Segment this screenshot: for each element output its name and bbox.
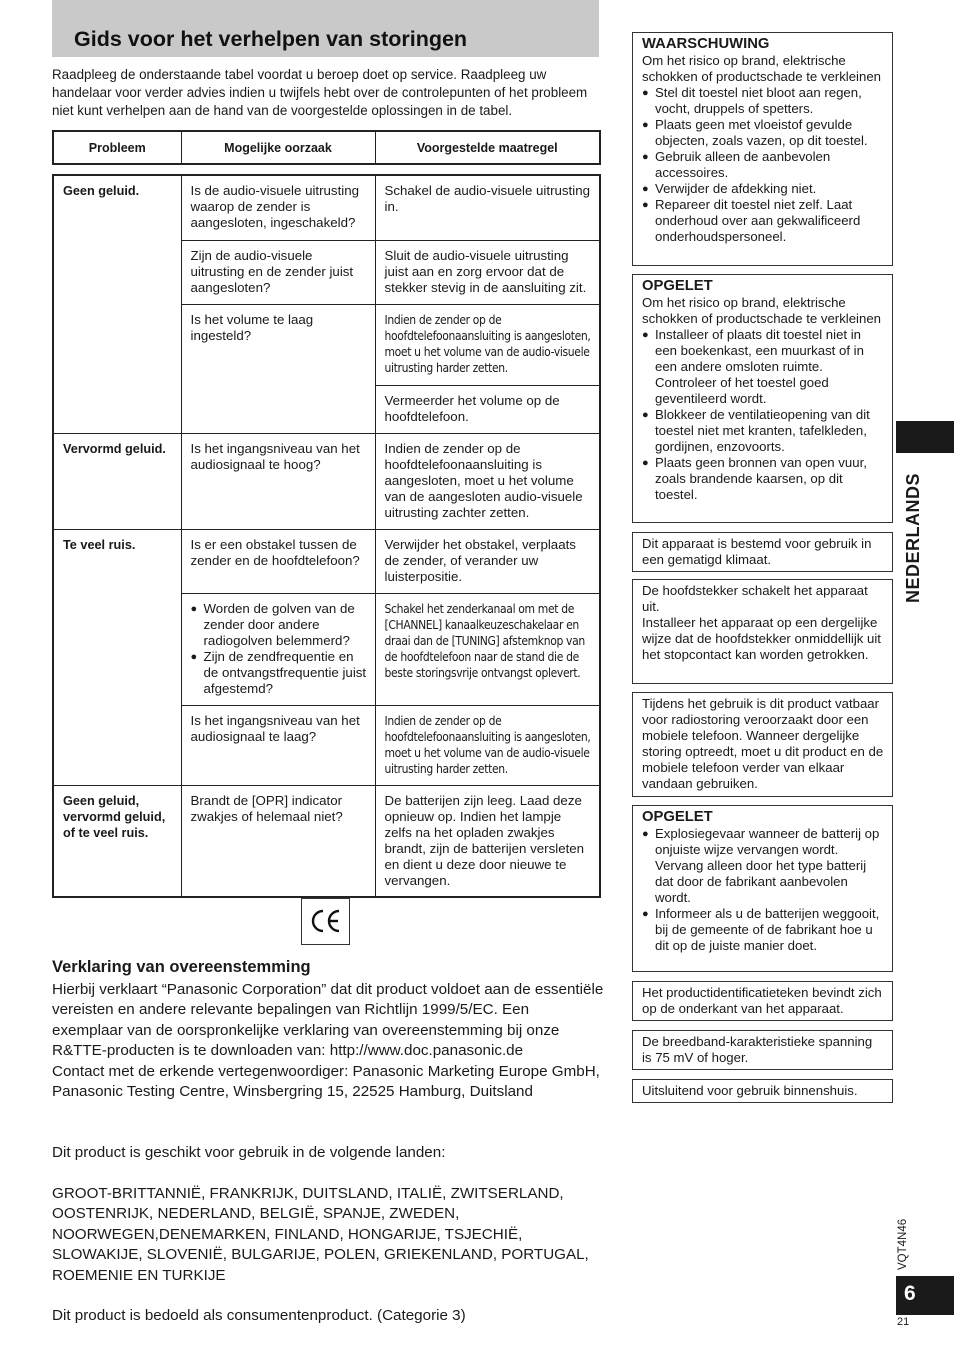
cause-cell [181, 304, 375, 433]
table-row [53, 433, 600, 529]
climate-text: Dit apparaat is bestemd voor gebruik in een gematigd klimaat. [642, 536, 872, 567]
problem-label: Te veel ruis. [63, 537, 136, 552]
declaration-heading: Verklaring van overeenstemming [52, 958, 311, 976]
list-item: ● Installeer of plaats dit toestel niet in een boekenkast, een muurkast of in een andere omsloten ruimte. Controleer of het toestel goed geventileerd wordt. [642, 327, 885, 407]
model-code-text: VQT4N46 [897, 1218, 909, 1270]
declaration-paragraph: Hierbij verklaart “Panasonic Corporation” dat dit product voldoet aan de essentiële vereisten en andere relevante bepalingen van Richtlijn 1999/5/EC. Een exemplaar van de oorspronkelijke verklaring van overeenstemming bij onze R&TTE-producten is te downloaden van: http://www.doc.panasonic.de [52, 981, 604, 1060]
remedy-text: Sluit de audio-visuele uitrusting juist aan en zorg ervoor dat de stekker stevig in de aansluiting zit. [384, 247, 587, 295]
warning-box [632, 32, 893, 266]
plug-text-2: Installeer het apparaat op een dergelijke wijze dat de hoofdstekker onmiddellijk uit het stopcontact kan worden getrokken. [642, 615, 881, 662]
countries-list: GROOT-BRITTANNIË, FRANKRIJK, DUITSLAND, ITALIË, ZWITSERLAND, OOSTENRIJK, NEDERLAND, BELGIË, SPANJE, ZWEDEN, NOORWEGEN,DENEMARKEN, FINLAND, HONGARIJE, TSJECHIË, SLOWAKIJE, SLOVENIË, BULGARIJE, POLEN, GRIEKENLAND, PORTUGAL, ROEMENIE EN TURKIJE [52, 1185, 589, 1284]
battery-caution-heading: OPGELET [642, 809, 713, 825]
page-title: Gids voor het verhelpen van storingen [74, 27, 468, 51]
list-item: ● Stel dit toestel niet bloot aan regen, vocht, druppels of spetters. [642, 85, 885, 117]
problem-cell [53, 529, 181, 785]
remedy-text: Verwijder het obstakel, verplaats de zender, of verander uw luisterpositie. [384, 536, 576, 584]
battery-caution-list [642, 826, 885, 954]
problem-cell [53, 175, 181, 433]
page-number: 21 [897, 1316, 910, 1328]
language-label-text: NEDERLANDS [903, 472, 923, 603]
cause-cell [181, 705, 375, 785]
interference-note [632, 692, 893, 797]
list-item: ● Zijn de zendfrequentie en de ontvangstfrequentie juist afgestemd? [191, 649, 367, 697]
list-item: ● Explosiegevaar wanneer de batterij op onjuiste wijze vervangen wordt. Vervang alleen door het type batterij dat door de fabrikant aanbevolen wordt. [642, 826, 885, 906]
column-header-problem: Probleem [53, 131, 181, 164]
cause-text: Brandt de [OPR] indicator zwakjes of helemaal niet? [190, 792, 343, 824]
list-item: ● Repareer dit toestel niet zelf. Laat onderhoud over aan gekwalificeerd onderhoudspersoneel. [642, 197, 885, 245]
remedy-text: Schakel de audio-visuele uitrusting in. [384, 183, 590, 214]
interference-text: Tijdens het gebruik is dit product vatbaar voor radiostoring veroorzaakt door een mobiele telefoon. Wanneer dergelijke storing optreedt, moet u dit product en de mobiele telefoon verder van elkaar vandaan gebruiken. [642, 696, 884, 791]
id-mark-text: Het productidentificatieteken bevindt zich op de onderkant van het apparaat. [642, 985, 882, 1016]
problem-label: Geen geluid, vervormd geluid, of te veel ruis. [63, 793, 166, 840]
remedy-cell [375, 385, 600, 433]
remedy-text: Indien de zender op de hoofdtelefoonaansluiting is aangesloten, moet u het volume van de audio-visuele uitrusting harder zetten. [384, 312, 591, 375]
remedy-cell [375, 529, 600, 593]
indoor-note [632, 1079, 893, 1103]
climate-note [632, 532, 893, 572]
problem-cell [53, 433, 181, 529]
table-row [53, 785, 600, 897]
category-note: Dit product is bedoeld als consumentenproduct. (Categorie 3) [52, 1307, 466, 1324]
caution-box [632, 274, 893, 523]
remedy-cell [375, 240, 600, 304]
ce-mark-icon [310, 907, 342, 935]
page-badge-number: 6 [904, 1282, 916, 1305]
indoor-text: Uitsluitend voor gebruik binnenshuis. [642, 1083, 858, 1098]
cause-text: Is de audio-visuele uitrusting waarop de zender is aangesloten, ingeschakeld? [190, 183, 360, 230]
cause-text: Zijn de audio-visuele uitrusting en de zender juist aangesloten? [190, 247, 354, 295]
representative-paragraph: Contact met de erkende vertegenwoordiger: Panasonic Marketing Europe GmbH, Panasonic Testing Centre, Winsbergring 15, 22525 Hamburg, Duitsland [52, 1063, 600, 1101]
list-item: ● Blokkeer de ventilatieopening van dit toestel niet met kranten, tafelkleden, gordijnen, enzovoorts. [642, 407, 885, 455]
remedy-text: Vermeerder het volume op de hoofdtelefoon. [384, 392, 560, 424]
cause-cell [181, 529, 375, 593]
remedy-cell [375, 705, 600, 785]
remedy-text: De batterijen zijn leeg. Laad deze opnieuw op. Indien het lampje zelfs na het opladen zwakjes brandt, zijn de batterijen versleten en dient u deze door nieuwe te vervangen. [384, 792, 585, 888]
page-badge [896, 1276, 954, 1315]
cause-text: Is het ingangsniveau van het audiosignaal te laag? [190, 712, 360, 744]
list-item: ● Informeer als u de batterijen weggooit, bij de gemeente of de fabrikant hoe u dit op de juiste manier doet. [642, 906, 885, 954]
caution-list [642, 327, 885, 503]
id-mark-note [632, 981, 893, 1021]
cause-cell [181, 240, 375, 304]
remedy-text: Indien de zender op de hoofdtelefoonaansluiting is aangesloten, moet u het volume van de audio-visuele uitrusting harder zetten. [384, 713, 591, 776]
remedy-cell [375, 785, 600, 897]
cause-cell [181, 593, 375, 705]
column-header-cause: Mogelijke oorzaak [181, 131, 375, 164]
cause-cell [181, 785, 375, 897]
troubleshooting-header [52, 130, 601, 165]
intro-text: Raadpleeg de onderstaande tabel voordat u beroep doet op service. Raadpleeg uw handelaar voor verder advies indien u twijfels hebt over de controlepunten of het probleem niet kunt verhelpen aan de hand van de voorgestelde oplossingen in de tabel. [52, 67, 588, 118]
remedy-cell [375, 304, 600, 385]
remedy-text: Schakel het zenderkanaal om met de [CHANNEL] kanaalkeuzeschakelaar en draai dan de [TUNING] afstemknop van de hoofdtelefoon naar de stand die de beste storingsvrije ontvangst oplevert. [384, 601, 585, 680]
cause-list [191, 601, 367, 697]
warning-intro: Om het risico op brand, elektrische schokken of productschade te verkleinen [642, 53, 881, 84]
cause-text: Is het ingangsniveau van het audiosignaal te hoog? [190, 440, 360, 472]
table-row [53, 529, 600, 593]
caution-heading: OPGELET [642, 278, 713, 294]
problem-label: Geen geluid. [63, 184, 140, 198]
countries-intro: Dit product is geschikt voor gebruik in de volgende landen: [52, 1144, 446, 1161]
remedy-text: Indien de zender op de hoofdtelefoonaansluiting is aangesloten, moet u het volume van de aangesloten audio-visuele uitrusting zachter zetten. [384, 440, 583, 520]
broadband-note [632, 1030, 893, 1070]
caution-intro: Om het risico op brand, elektrische schokken of productschade te verkleinen [642, 295, 881, 326]
warning-list [642, 85, 885, 245]
problem-cell [53, 785, 181, 897]
remedy-cell [375, 593, 600, 705]
warning-heading: WAARSCHUWING [642, 36, 770, 52]
plug-note [632, 579, 893, 684]
broadband-text: De breedband-karakteristieke spanning is 75 mV of hoger. [642, 1034, 873, 1065]
list-item: ● Gebruik alleen de aanbevolen accessoires. [642, 149, 885, 181]
problem-label: Vervormd geluid. [63, 441, 166, 456]
cause-cell [181, 433, 375, 529]
list-item: ● Verwijder de afdekking niet. [642, 181, 885, 197]
cause-text: Is er een obstakel tussen de zender en de hoofdtelefoon? [190, 536, 360, 568]
column-header-remedy: Voorgestelde maatregel [375, 131, 600, 164]
plug-text-1: De hoofdstekker schakelt het apparaat uit. [642, 583, 868, 614]
list-item: ● Plaats geen met vloeistof gevulde objecten, zoals vazen, op dit toestel. [642, 117, 885, 149]
title-bar [52, 0, 599, 57]
language-tab-marker [896, 421, 954, 453]
remedy-cell [375, 433, 600, 529]
remedy-cell [375, 175, 600, 240]
table-row [53, 175, 600, 240]
battery-caution-box [632, 805, 893, 972]
cause-cell [181, 175, 375, 240]
list-item: ● Worden de golven van de zender door andere radiogolven belemmerd? [191, 601, 367, 649]
cause-text: Is het volume te laag ingesteld? [190, 311, 314, 343]
ce-mark-box [301, 898, 350, 945]
troubleshooting-table [52, 174, 601, 898]
list-item: ● Plaats geen bronnen van open vuur, zoals brandende kaarsen, op dit toestel. [642, 455, 885, 503]
